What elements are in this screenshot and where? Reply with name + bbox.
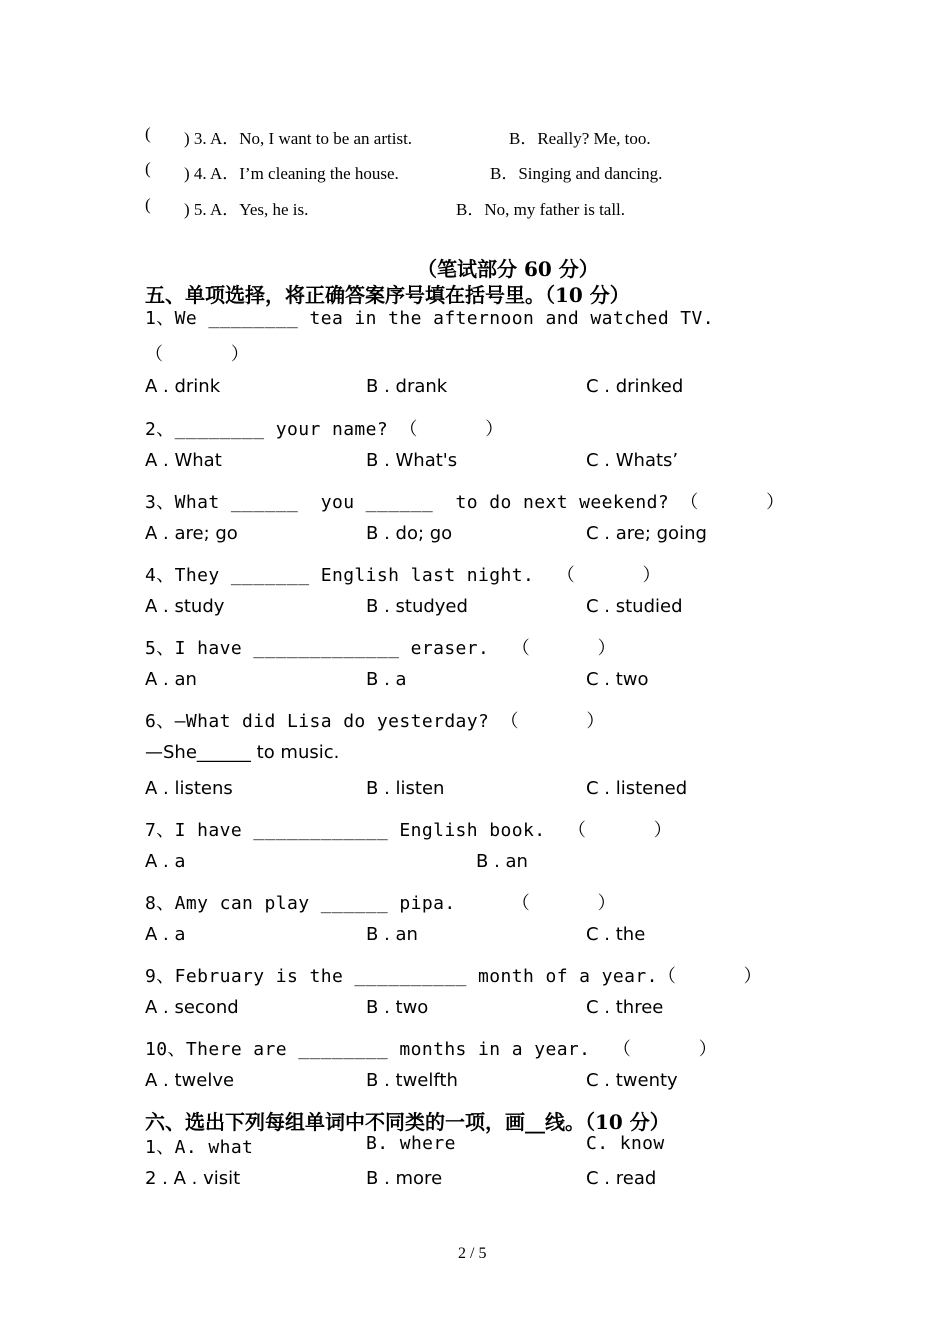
q4-option-a: A . study <box>145 596 225 617</box>
q9-option-a: A . second <box>145 997 239 1018</box>
q4-option-c: C . studied <box>586 596 683 617</box>
q1-option-c: C . drinked <box>586 376 684 397</box>
question-4: 4、They _______ English last night. （ ） <box>145 565 661 586</box>
s6-item2-b: B . more <box>366 1168 443 1189</box>
written-section-title: （笔试部分 60 分） <box>417 257 599 281</box>
q6-option-b: B . listen <box>366 778 445 799</box>
q3-option-c: C . are; going <box>586 523 707 544</box>
option-b: B．No, my father is tall. <box>456 200 626 219</box>
question-1-paren: （ ） <box>145 344 250 365</box>
question-6: 6、—What did Lisa do yesterday? （ ） <box>145 711 605 732</box>
q7-option-a: A . a <box>145 851 186 872</box>
option-a: ) 4. A．I’m cleaning the house. <box>184 164 399 183</box>
q4-option-b: B . studyed <box>366 596 468 617</box>
q5-option-a: A . an <box>145 669 197 690</box>
q5-option-c: C . two <box>586 669 649 690</box>
answer-paren: ( <box>145 124 151 143</box>
q8-option-c: C . the <box>586 924 646 945</box>
question-3: 3、What ______ you ______ to do next weekend? （ ） <box>145 492 785 513</box>
question-2: 2、________ your name? （ ） <box>145 419 504 440</box>
q5-option-b: B . a <box>366 669 407 690</box>
question-5: 5、I have _____________ eraser. （ ） <box>145 638 616 659</box>
option-a: ) 3. A．No, I want to be an artist. <box>184 129 413 148</box>
q3-option-b: B . do; go <box>366 523 453 544</box>
q9-option-b: B . two <box>366 997 429 1018</box>
question-1: 1、We ________ tea in the afternoon and watched TV. <box>145 308 715 329</box>
page-number: 2 / 5 <box>458 1245 487 1262</box>
q8-option-a: A . a <box>145 924 186 945</box>
answer-paren: ( <box>145 195 151 214</box>
q10-option-a: A . twelve <box>145 1070 235 1091</box>
question-6-reply: —She______ to music. <box>145 742 340 763</box>
q1-option-b: B . drank <box>366 376 448 397</box>
s6-item1-b: B. where <box>366 1133 456 1154</box>
question-10: 10、There are ________ months in a year. （ ） <box>145 1039 718 1060</box>
q6-option-c: C . listened <box>586 778 688 799</box>
question-9: 9、February is the __________ month of a year.（ ） <box>145 966 763 987</box>
option-a: ) 5. A．Yes, he is. <box>184 200 309 219</box>
option-b: B．Really? Me, too. <box>509 129 651 148</box>
s6-item1-a: 1、A. what <box>145 1137 254 1158</box>
option-b: B．Singing and dancing. <box>490 164 663 183</box>
section6-heading: 六、选出下列每组单词中不同类的一项，画__线。（10 分） <box>145 1110 670 1134</box>
s6-item2-a: 2 . A . visit <box>145 1168 241 1189</box>
q7-option-b: B . an <box>476 851 528 872</box>
s6-item2-c: C . read <box>586 1168 657 1189</box>
q6-option-a: A . listens <box>145 778 233 799</box>
s6-item1-c: C. know <box>586 1133 665 1154</box>
question-7: 7、I have ____________ English book. （ ） <box>145 820 673 841</box>
q9-option-c: C . three <box>586 997 664 1018</box>
q10-option-b: B . twelfth <box>366 1070 458 1091</box>
section5-heading: 五、单项选择，将正确答案序号填在括号里。（10 分） <box>145 283 630 307</box>
question-8: 8、Amy can play ______ pipa. （ ） <box>145 893 616 914</box>
q2-option-b: B . What's <box>366 450 458 471</box>
q1-option-a: A . drink <box>145 376 221 397</box>
q3-option-a: A . are; go <box>145 523 238 544</box>
q10-option-c: C . twenty <box>586 1070 678 1091</box>
q2-option-a: A . What <box>145 450 222 471</box>
answer-paren: ( <box>145 159 151 178</box>
q8-option-b: B . an <box>366 924 418 945</box>
q2-option-c: C . Whats’ <box>586 450 679 471</box>
